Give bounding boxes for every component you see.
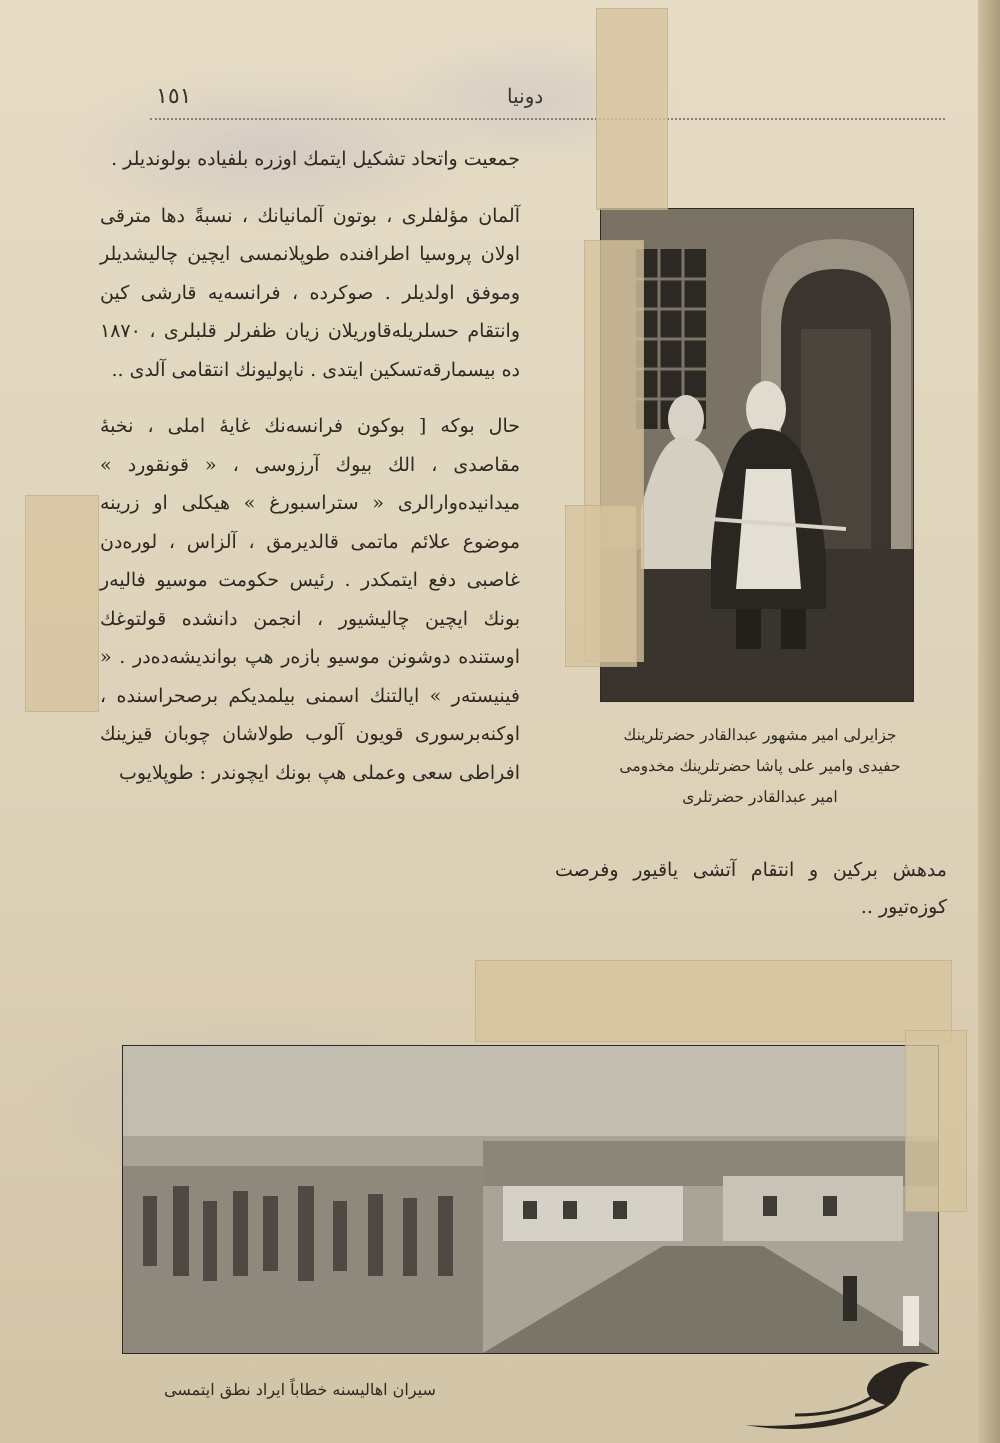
caption-line-2: حفیدی وامیر علی پاشا حضرتلرینك مخدومی — [619, 757, 901, 775]
photo-street-scene — [122, 1045, 939, 1354]
continued-text: مدهش برکین و انتقام آتشی یاقیور وفرصت کوزه‌تیور .. — [555, 859, 947, 918]
journal-name: دونیا — [507, 84, 544, 108]
photo-illustration — [123, 1046, 938, 1353]
swirl-ornament — [735, 1335, 935, 1435]
repair-tape — [905, 1030, 967, 1212]
repair-tape — [475, 960, 952, 1042]
page-number: ١٥١ — [156, 84, 192, 109]
paragraph-1: جمعیت واتحاد تشکیل ایتمك اوزره بلفیاده بولوندیلر . — [111, 148, 520, 170]
caption-line-1: جزایرلی امیر مشهور عبدالقادر حضرتلرینك — [623, 726, 897, 744]
caption-line-3: امیر عبدالقادر حضرتلری — [682, 788, 838, 806]
article-column — [100, 140, 520, 792]
repair-tape — [565, 505, 637, 667]
photo-emir-abdelkader — [600, 208, 914, 702]
running-head — [150, 84, 945, 120]
repair-tape — [596, 8, 668, 210]
paragraph-2: آلمان مؤلفلری ، بوتون آلمانیانك ، نسبةً دها مترقی اولان پروسیا اطرافنده طوپلانمسی ایچین چالیشدیلر وموفق اولدیلر . صوکرده ، فرانسه‌یه قارشی کین وانتقام حسلریله‌قاوریلان زیان ظفرلر قلبلری ، ۱۸۷۰ ده بیسمارقه‌تسکین ایتدی . ناپولیونك انتقامی آلدی .. — [100, 204, 520, 381]
repair-tape — [25, 495, 99, 712]
page-edge — [978, 0, 1000, 1443]
paragraph-3: حال بوکه [ بوکون فرانسه‌نك غایهٔ املی ، نخبهٔ مقاصدی ، الك بیوك آرزوسی ، « قونقورد » میدانیده‌وارالری « ستراسبورغ » هیکلی او زرینه موضوع علائم ماتمی قالدیرمق ، آلزاس ، لوره‌دن غاصبی دفع ایتمکدر . رئیس حکومت موسیو فالیه‌ر بونك ایچین چالیشیور ، انجمن دانشده قولتوغك اوستنده دوشونن موسیو بازه‌ر هپ بواندیشه‌ده‌در . « فینیسته‌ر » ایالتنك اسمنی بیلمدیکم برصحراسنده ، اوکنه‌برسوری قویون آلوب طولاشان چوبان قیزینك افراطی سعی وعملی هپ بونك ایچوندر : طوپلایوب — [100, 415, 520, 784]
photo-illustration — [601, 209, 913, 701]
photo-caption — [590, 720, 930, 813]
street-photo-caption: سیران اهالیسنه خطاباً ایراد نطق ایتمسی — [164, 1380, 436, 1399]
